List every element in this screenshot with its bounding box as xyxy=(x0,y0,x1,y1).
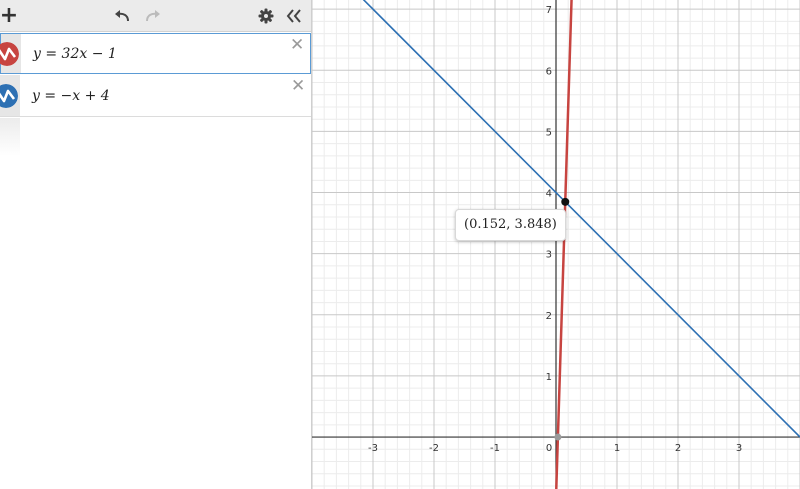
y-tick-label: 2 xyxy=(545,310,552,322)
add-expression-button[interactable]: + xyxy=(0,3,19,28)
expression-2-tab xyxy=(0,75,20,116)
collapse-panel-button[interactable] xyxy=(283,4,305,28)
line-graph-icon[interactable] xyxy=(0,42,19,66)
expression-1-tab xyxy=(1,34,21,73)
x-intercept-point xyxy=(554,434,561,441)
line-graph-icon[interactable] xyxy=(0,84,18,108)
redo-button[interactable] xyxy=(141,4,163,28)
expression-row-2[interactable] xyxy=(0,75,311,117)
graph-paper[interactable] xyxy=(312,0,800,489)
gear-icon xyxy=(258,8,274,24)
redo-icon xyxy=(142,8,162,24)
new-expression-row[interactable] xyxy=(0,118,20,156)
x-tick-label: 3 xyxy=(735,443,743,455)
expression-toolbar xyxy=(0,0,311,32)
y-tick-label: 4 xyxy=(545,188,552,200)
delete-expression-1-icon[interactable]: ✕ xyxy=(290,35,305,55)
y-tick-label: 1 xyxy=(545,371,552,383)
x-tick-label: -1 xyxy=(490,443,500,455)
settings-button[interactable] xyxy=(256,4,276,28)
y-tick-label: 6 xyxy=(545,66,552,78)
curve-y-32x-minus-1 xyxy=(556,0,571,489)
x-tick-label: -3 xyxy=(368,443,378,455)
expression-2-formula[interactable]: y = −x + 4 xyxy=(32,87,110,104)
intersection-point xyxy=(561,198,569,206)
expression-1-formula[interactable]: y = 32x − 1 xyxy=(33,45,117,62)
x-tick-label: 2 xyxy=(674,443,682,455)
y-tick-label: 5 xyxy=(545,127,552,139)
expression-list-panel xyxy=(0,0,312,489)
x-tick-label: 0 xyxy=(545,443,553,455)
intersection-coordinate-label: (0.152, 3.848) xyxy=(455,209,566,241)
double-chevron-left-icon xyxy=(285,8,303,24)
x-tick-label: 1 xyxy=(613,443,621,455)
y-tick-label: 7 xyxy=(545,5,552,17)
undo-icon xyxy=(113,8,133,24)
x-tick-label: -2 xyxy=(429,443,439,455)
undo-button[interactable] xyxy=(112,4,134,28)
delete-expression-2-icon[interactable]: ✕ xyxy=(291,76,306,96)
expression-row-1[interactable] xyxy=(0,33,311,74)
y-tick-label: 3 xyxy=(545,249,552,261)
